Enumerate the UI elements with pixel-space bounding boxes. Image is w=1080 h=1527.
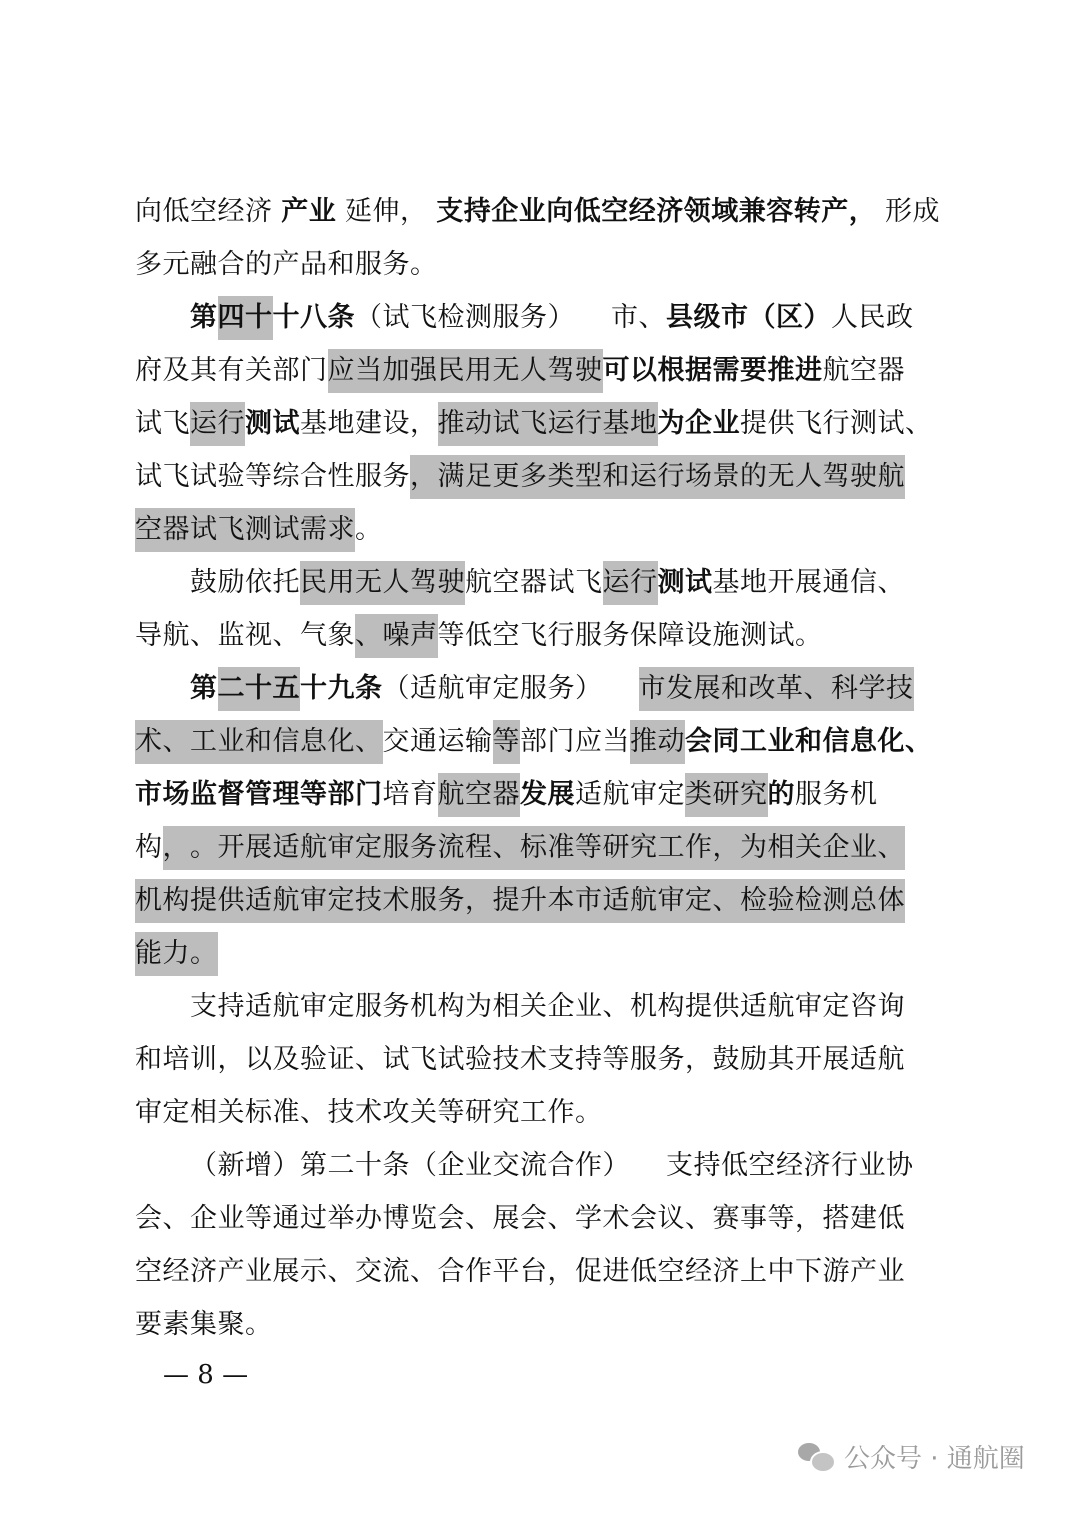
highlighted-text: ， xyxy=(163,826,191,870)
text-line xyxy=(135,349,940,393)
highlighted-text: 航空器 xyxy=(438,773,521,817)
text-segment: 的 xyxy=(767,779,795,810)
article-heading-line xyxy=(190,1144,940,1188)
text-segment: 形成 xyxy=(885,196,940,227)
text-segment: 审定相关标准、技术攻关等研究工作。 xyxy=(135,1097,603,1128)
text-line xyxy=(135,773,940,817)
watermark-text: 公众号 · 通航圈 xyxy=(844,1443,1025,1474)
text-line xyxy=(135,720,940,764)
text-segment: 支持企业向低空经济领域兼容转产， xyxy=(436,196,877,227)
text-segment: 产业 xyxy=(281,196,337,227)
text-line xyxy=(135,508,940,552)
text-segment: 基地开展通信、 xyxy=(712,567,905,598)
text-segment: 支持适航审定服务机构为相关企业、机构提供适航审定咨询 xyxy=(190,991,905,1022)
text-segment: 要素集聚。 xyxy=(135,1309,273,1340)
highlighted-text: 、噪声 xyxy=(355,614,438,658)
wechat-icon xyxy=(798,1441,834,1471)
text-segment: 可以根据需要推进 xyxy=(602,355,823,386)
text-segment: 部门应当 xyxy=(520,726,630,757)
text-segment: 鼓励依托 xyxy=(190,567,300,598)
text-line xyxy=(135,1091,940,1135)
text-segment: 多元融合的产品和服务。 xyxy=(135,249,438,280)
text-segment: 试飞 xyxy=(135,408,190,439)
text-segment: 发展 xyxy=(520,779,575,810)
text-line xyxy=(135,402,940,446)
article-number: 第 xyxy=(190,302,218,333)
article-number: （新增）第二十条 xyxy=(190,1150,410,1181)
text-segment: 会、企业等通过举办博览会、展会、学术会议、赛事等，搭建低 xyxy=(135,1203,905,1234)
text-segment: 空经济产业展示、交流、合作平台，促进低空经济上中下游产业 xyxy=(135,1256,905,1287)
text-segment: 市、 xyxy=(611,302,666,333)
text-segment: 支持低空经济行业协 xyxy=(666,1150,914,1181)
highlighted-text: 推动 xyxy=(630,720,685,764)
text-segment: 县级市（区） xyxy=(666,302,831,333)
text-segment: 和培训，以及验证、试飞试验技术支持等服务，鼓励其开展适航 xyxy=(135,1044,905,1075)
text-segment: 提供飞行测试、 xyxy=(740,408,933,439)
text-line xyxy=(190,561,940,605)
highlighted-text: 民用无人驾驶 xyxy=(300,561,465,605)
text-line xyxy=(135,826,940,870)
watermark xyxy=(798,1436,1025,1476)
article-number: 十八条 xyxy=(272,302,355,333)
text-segment: 服务机 xyxy=(795,779,878,810)
article-title: （企业交流合作） xyxy=(410,1150,630,1181)
article-heading-line xyxy=(190,667,940,711)
text-line xyxy=(135,1038,940,1082)
text-line xyxy=(135,1250,940,1294)
text-segment: 测试 xyxy=(245,408,300,439)
highlighted-text: 等 xyxy=(493,720,521,764)
text-segment: 试飞试验等综合性服务 xyxy=(135,461,410,492)
highlighted-text: 机构提供适航审定技术服务，提升本市适航审定、检验检测总体 xyxy=(135,879,905,923)
text-segment: 。 xyxy=(355,514,383,545)
article-number-deleted: 四十 xyxy=(218,296,273,340)
article-title: （试飞检测服务） xyxy=(355,302,575,333)
highlighted-text: 市发展和改革、科学技 xyxy=(639,667,914,711)
highlighted-text: 类研究 xyxy=(685,773,768,817)
text-segment: 延伸， xyxy=(345,196,428,227)
text-segment: 为企业 xyxy=(657,408,740,439)
article-heading-line xyxy=(190,296,940,340)
article-number: 十九条 xyxy=(300,673,383,704)
text-line xyxy=(135,1197,940,1241)
highlighted-text: 。开展适航审定服务流程、标准等研究工作，为相关企业、 xyxy=(190,826,905,870)
highlighted-text: 运行 xyxy=(603,561,658,605)
text-segment: 构 xyxy=(135,832,163,863)
text-line xyxy=(135,614,940,658)
text-segment: 航空器 xyxy=(822,355,905,386)
highlighted-text: 推动试飞运行基地 xyxy=(438,402,658,446)
text-line xyxy=(135,243,940,287)
text-line xyxy=(190,985,940,1029)
article-number-deleted: 二十五 xyxy=(218,667,301,711)
text-segment: 培育 xyxy=(382,779,438,810)
text-segment: 人民政 xyxy=(831,302,914,333)
text-segment: 会同工业和信息化、 xyxy=(685,726,933,757)
highlighted-text: 术、工业和信息化、 xyxy=(135,720,383,764)
page-number: — 8 — xyxy=(163,1360,249,1390)
highlighted-text: ，满足更多类型和运行场景的无人驾驶航 xyxy=(410,455,905,499)
text-segment: 航空器试飞 xyxy=(465,567,603,598)
article-number: 第 xyxy=(190,673,218,704)
text-line xyxy=(135,190,940,234)
highlighted-text: 运行 xyxy=(190,402,245,446)
text-segment: 向低空经济 xyxy=(135,196,273,227)
article-title: （适航审定服务） xyxy=(382,673,603,704)
text-segment: 市场监督管理等部门 xyxy=(135,779,383,810)
highlighted-text: 能力。 xyxy=(135,932,218,976)
text-line xyxy=(135,879,940,923)
text-segment: 府及其有关部门 xyxy=(135,355,328,386)
text-line xyxy=(135,1303,940,1347)
text-line xyxy=(135,932,940,976)
text-line xyxy=(135,455,940,499)
text-segment: 交通运输 xyxy=(382,726,493,757)
text-segment: 测试 xyxy=(657,567,713,598)
text-segment: 适航审定 xyxy=(575,779,685,810)
highlighted-text: 应当加强民用无人驾驶 xyxy=(328,349,603,393)
text-segment: 导航、监视、气象 xyxy=(135,620,355,651)
text-segment: 基地建设， xyxy=(300,408,438,439)
text-segment: 等低空飞行服务保障设施测试。 xyxy=(437,620,823,651)
highlighted-text: 空器试飞测试需求 xyxy=(135,508,355,552)
